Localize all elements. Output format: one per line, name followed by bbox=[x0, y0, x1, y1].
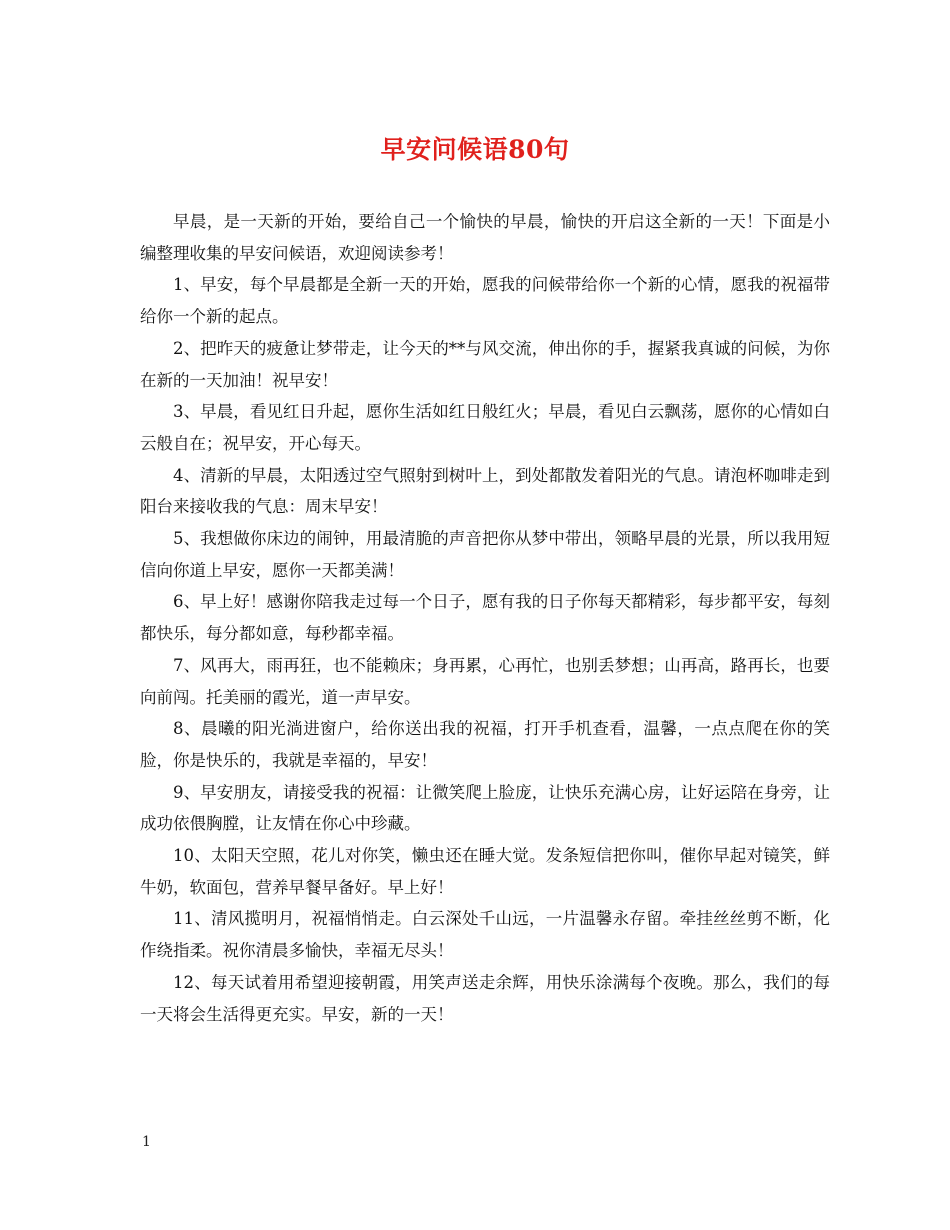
greeting-item-4: 4、清新的早晨，太阳透过空气照射到树叶上，到处都散发着阳光的气息。请泡杯咖啡走到阳台来接收我的气息：周末早安！ bbox=[140, 465, 830, 517]
greeting-item-1: 1、早安，每个早晨都是全新一天的开始，愿我的问候带给你一个新的心情，愿我的祝福带给你一个新的起点。 bbox=[140, 275, 830, 327]
greeting-item-8: 8、晨曦的阳光淌进窗户，给你送出我的祝福，打开手机查看，温馨，一点点爬在你的笑脸，你是快乐的，我就是幸福的，早安！ bbox=[140, 719, 830, 770]
greeting-item-10: 10、太阳天空照，花儿对你笑，懒虫还在睡大觉。发条短信把你叫，催你早起对镜笑，鲜牛奶，软面包，营养早餐早备好。早上好！ bbox=[140, 846, 830, 897]
greeting-item-6: 6、早上好！感谢你陪我走过每一个日子，愿有我的日子你每天都精彩，每步都平安，每刻都快乐，每分都如意，每秒都幸福。 bbox=[140, 592, 830, 644]
page-number: 1 bbox=[142, 1134, 151, 1150]
greeting-item-2: 2、把昨天的疲惫让梦带走，让今天的**与风交流，伸出你的手，握紧我真诚的问候，为你在新的一天加油！祝早安！ bbox=[140, 338, 830, 390]
greeting-item-3: 3、早晨，看见红日升起，愿你生活如红日般红火；早晨，看见白云飘荡，愿你的心情如白云般自在；祝早安，开心每天。 bbox=[140, 402, 830, 453]
greeting-item-12: 12、每天试着用希望迎接朝霞，用笑声送走余辉，用快乐涂满每个夜晚。那么，我们的每一天将会生活得更充实。早安，新的一天！ bbox=[140, 972, 830, 1024]
greeting-item-5: 5、我想做你床边的闹钟，用最清脆的声音把你从梦中带出，领略早晨的光景，所以我用短信向你道上早安，愿你一天都美满！ bbox=[140, 529, 830, 580]
page-title: 早安问候语80句 bbox=[380, 135, 570, 164]
greeting-item-11: 11、清风揽明月，祝福悄悄走。白云深处千山远，一片温馨永存留。牵挂丝丝剪不断，化作绕指柔。祝你清晨多愉快，幸福无尽头！ bbox=[140, 909, 830, 961]
intro-paragraph: 早晨，是一天新的开始，要给自己一个愉快的早晨，愉快的开启这全新的一天！下面是小编整理收集的早安问候语，欢迎阅读参考！ bbox=[140, 212, 830, 263]
greeting-item-9: 9、早安朋友，请接受我的祝福：让微笑爬上脸庞，让快乐充满心房，让好运陪在身旁，让成功依偎胸膛，让友情在你心中珍藏。 bbox=[140, 782, 830, 834]
document-body bbox=[140, 206, 830, 1030]
greeting-item-7: 7、风再大，雨再狂，也不能赖床；身再累，心再忙，也别丢梦想；山再高，路再长，也要向前闯。托美丽的霞光，道一声早安。 bbox=[140, 655, 830, 707]
